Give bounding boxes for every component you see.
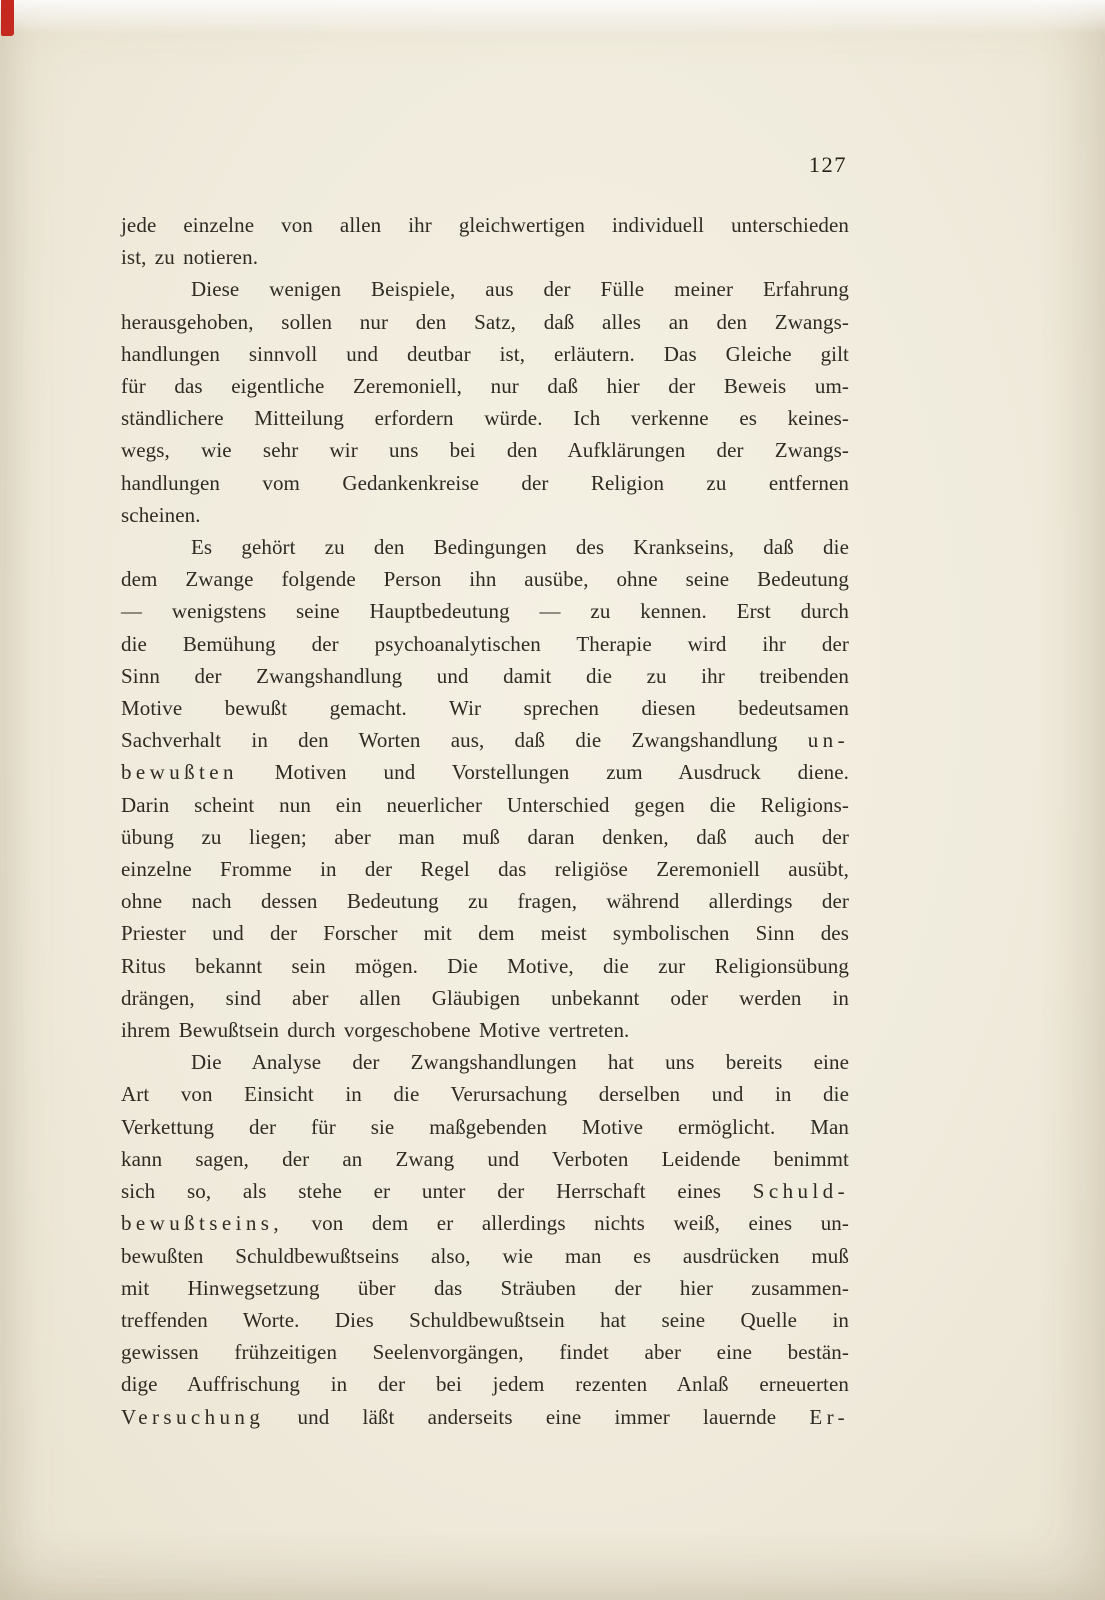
scan-red-mark xyxy=(1,0,14,36)
emphasized-text: bewußtseins, xyxy=(121,1211,283,1236)
text-line xyxy=(121,917,849,949)
text-segment: von dem er allerdings nichts weiß, eines un- xyxy=(283,1211,849,1236)
text-line xyxy=(121,628,849,660)
emphasized-text: un- xyxy=(807,728,849,753)
scan-edge-highlight xyxy=(0,0,1105,34)
text-segment: — wenigstens seine Hauptbedeutung — zu kennen. Erst durch xyxy=(121,599,849,624)
text-segment: Die Analyse der Zwangshandlungen hat uns bereits eine xyxy=(191,1050,849,1075)
text-line xyxy=(121,1304,849,1336)
text-segment: jede einzelne von allen ihr gleichwertigen individuell unterschieden xyxy=(121,213,849,237)
text-line xyxy=(121,209,849,241)
emphasized-text: bewußten xyxy=(121,760,238,785)
text-line xyxy=(121,306,849,338)
text-segment: übung zu liegen; aber man muß daran denken, daß auch der xyxy=(121,824,849,849)
text-line xyxy=(121,595,849,627)
text-segment: Sinn der Zwangshandlung und damit die zu ihr treibenden xyxy=(121,663,849,688)
text-segment: Es gehört zu den Bedingungen des Krankseins, daß die xyxy=(191,535,849,560)
text-line xyxy=(121,1143,849,1175)
text-line xyxy=(121,1272,849,1304)
text-line xyxy=(121,467,849,499)
emphasized-text: Schuld- xyxy=(752,1179,849,1204)
text-line xyxy=(121,1368,849,1400)
text-line xyxy=(121,1336,849,1368)
text-segment: wegs, wie sehr wir uns bei den Aufklärungen der Zwangs- xyxy=(121,438,849,463)
text-segment: gewissen frühzeitigen Seelenvorgängen, findet aber eine bestän- xyxy=(121,1340,849,1365)
text-line xyxy=(121,885,849,917)
text-line xyxy=(121,821,849,853)
body-text xyxy=(121,209,849,1433)
emphasized-text: Er- xyxy=(809,1404,849,1429)
page-number: 127 xyxy=(808,152,847,177)
text-segment: Darin scheint nun ein neuerlicher Unterschied gegen die Religions- xyxy=(121,792,849,817)
text-segment: dem Zwange folgende Person ihn ausübe, ohne seine Bedeutung xyxy=(121,567,849,592)
text-line xyxy=(121,950,849,982)
text-line xyxy=(121,982,849,1014)
text-line xyxy=(121,1401,849,1433)
text-line xyxy=(121,273,849,305)
text-line xyxy=(121,338,849,370)
text-line xyxy=(121,1014,849,1046)
text-segment: drängen, sind aber allen Gläubigen unbekannt oder werden in xyxy=(121,985,849,1010)
text-line xyxy=(121,370,849,402)
text-line xyxy=(121,1111,849,1143)
text-line xyxy=(121,789,849,821)
text-line xyxy=(121,241,849,273)
text-line xyxy=(121,756,849,788)
text-line xyxy=(121,724,849,756)
text-segment: sich so, als stehe er unter der Herrschaft eines xyxy=(121,1179,753,1204)
text-line xyxy=(121,1175,849,1207)
text-line xyxy=(121,1078,849,1110)
text-segment: und läßt anderseits eine immer lauernde xyxy=(264,1404,810,1429)
text-segment: kann sagen, der an Zwang und Verboten Leidende benimmt xyxy=(121,1146,849,1171)
text-segment: handlungen vom Gedankenkreise der Religion zu entfernen xyxy=(121,470,849,495)
text-segment: Diese wenigen Beispiele, aus der Fülle meiner Erfahrung xyxy=(191,277,849,302)
text-segment: die Bemühung der psychoanalytischen Therapie wird ihr der xyxy=(121,631,849,656)
text-segment: ihrem Bewußtsein durch vorgeschobene Motive vertreten. xyxy=(121,1018,630,1043)
text-segment: dige Auffrischung in der bei jedem rezenten Anlaß erneuerten xyxy=(121,1372,849,1397)
text-segment: Priester und der Forscher mit dem meist symbolischen Sinn des xyxy=(121,921,849,946)
text-line xyxy=(121,692,849,724)
text-segment: scheinen. xyxy=(121,502,201,527)
text-line xyxy=(121,1207,849,1239)
text-segment: mit Hinwegsetzung über das Sträuben der hier zusammen- xyxy=(121,1275,849,1300)
text-segment: ohne nach dessen Bedeutung zu fragen, während allerdings der xyxy=(121,889,849,914)
text-segment: Art von Einsicht in die Verursachung derselben und in die xyxy=(121,1082,849,1107)
text-line xyxy=(121,499,849,531)
text-segment: Ritus bekannt sein mögen. Die Motive, die zur Religionsübung xyxy=(121,953,849,978)
text-line xyxy=(121,402,849,434)
text-segment: treffenden Worte. Dies Schuldbewußtsein hat seine Quelle in xyxy=(121,1307,849,1332)
text-segment: Verkettung der für sie maßgebenden Motive ermöglicht. Man xyxy=(121,1114,849,1139)
text-line xyxy=(121,1240,849,1272)
text-segment: Sachverhalt in den Worten aus, daß die Zwangshandlung xyxy=(121,728,808,753)
text-segment: bewußten Schuldbewußtseins also, wie man es ausdrücken muß xyxy=(121,1243,849,1268)
text-segment: Motiven und Vorstellungen zum Ausdruck diene. xyxy=(237,760,849,785)
text-segment: Motive bewußt gemacht. Wir sprechen diesen bedeutsamen xyxy=(121,696,849,721)
emphasized-text: Versuchung xyxy=(121,1404,265,1429)
text-line xyxy=(121,660,849,692)
text-line xyxy=(121,563,849,595)
text-segment: handlungen sinnvoll und deutbar ist, erläutern. Das Gleiche gilt xyxy=(121,341,849,366)
text-line xyxy=(121,531,849,563)
text-segment: ist, zu notieren. xyxy=(121,245,259,270)
text-line xyxy=(121,434,849,466)
text-segment: herausgehoben, sollen nur den Satz, daß alles an den Zwangs- xyxy=(121,309,849,334)
text-line xyxy=(121,1046,849,1078)
text-segment: einzelne Fromme in der Regel das religiöse Zeremoniell ausübt, xyxy=(121,857,849,882)
text-segment: ständlichere Mitteilung erfordern würde. Ich verkenne es keines- xyxy=(121,406,849,431)
text-segment: für das eigentliche Zeremoniell, nur daß hier der Beweis um- xyxy=(121,374,849,399)
text-line xyxy=(121,853,849,885)
